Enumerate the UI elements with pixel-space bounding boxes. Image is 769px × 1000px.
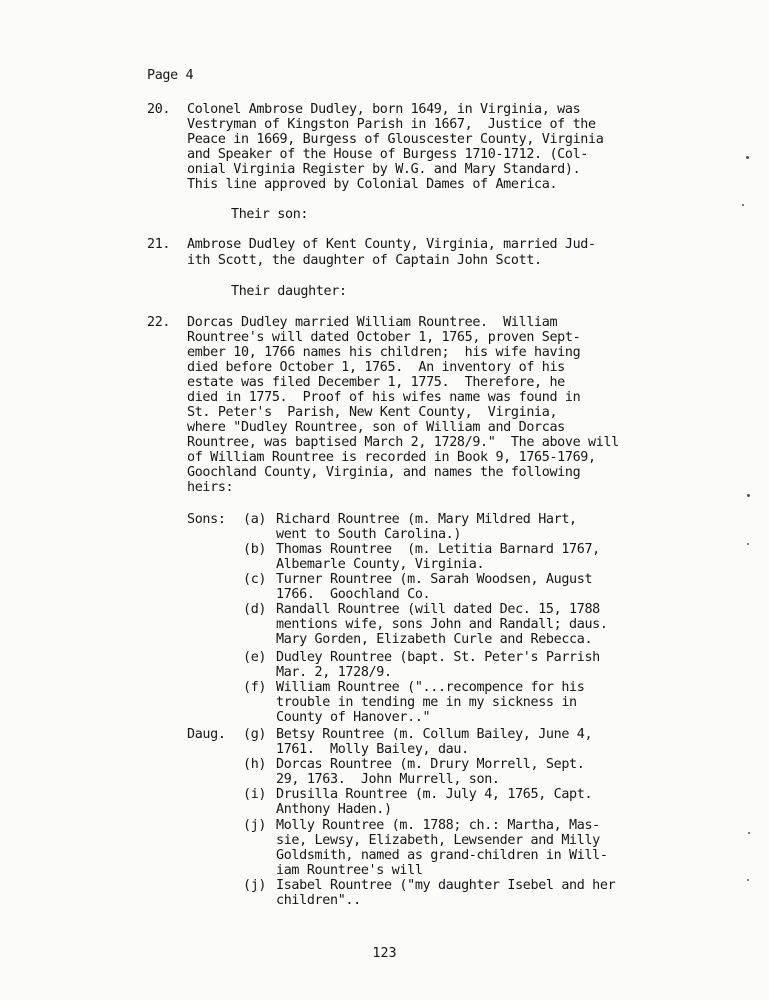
heir-letter: (f) [243,680,267,695]
heir-line: Anthony Haden.) [276,802,392,817]
heir-line: iam Rountree's will [276,863,423,878]
entry-20-line: This line approved by Colonial Dames of America. [187,177,558,192]
entry-number-22: 22. [147,315,171,330]
entry-20-line: and Speaker of the House of Burgess 1710-1712. (Col- [187,147,589,162]
heir-letter: (h) [243,757,267,772]
heir-letter: (g) [243,727,267,742]
heir-letter: (b) [243,542,267,557]
page-number: 123 [372,946,397,961]
entry-22-line: Rountree, was baptised March 2, 1728/9." The above will [187,435,619,450]
entry-20-line: onial Virginia Register by W.G. and Mary Standard). [187,162,581,177]
scan-speck [747,879,749,881]
heir-line: 1766. Goochland Co. [276,587,431,602]
heir-line: Mar. 2, 1728/9. [276,665,392,680]
scan-speck [746,156,749,159]
entry-22-line: Goochland County, Virginia, and names the following [187,465,581,480]
entry-22-line: heirs: [187,480,234,495]
entry-21-line: Ambrose Dudley of Kent County, Virginia, married Jud- [187,237,596,252]
heir-line: Dorcas Rountree (m. Drury Morrell, Sept. [276,757,585,772]
heir-line: Molly Rountree (m. 1788; ch.: Martha, Mas- [276,818,600,833]
heir-line: sie, Lewsy, Elizabeth, Lewsender and Milly [276,833,600,848]
scan-speck [747,543,749,545]
entry-number-20: 20. [147,102,171,117]
entry-22-line: died before October 1, 1765. An inventory of his [187,360,565,375]
sons-label: Sons: [187,512,226,527]
entry-22-line: of William Rountree is recorded in Book 9, 1765-1769, [187,450,596,465]
heir-letter: (j) [243,818,267,833]
entry-22-line: Rountree's will dated October 1, 1765, proven Sept- [187,330,581,345]
entry-20-line: Vestryman of Kingston Parish in 1667, Justice of the [187,117,596,132]
heir-line: Drusilla Rountree (m. July 4, 1765, Capt. [276,787,593,802]
heir-line: William Rountree ("...recompence for his [276,680,585,695]
entry-20-line: Peace in 1669, Burgess of Glouscester County, Virginia [187,132,604,147]
daug-label: Daug. [187,727,226,742]
heir-line: trouble in tending me in my sickness in [276,695,577,710]
heir-line: children".. [276,893,361,908]
heir-line: Thomas Rountree (m. Letitia Barnard 1767, [276,542,600,557]
their-son-label: Their son: [231,207,309,222]
scan-speck [742,204,744,206]
heir-line: Randall Rountree (will dated Dec. 15, 1788 [276,602,600,617]
heir-letter: (a) [243,512,267,527]
heir-letter: (e) [243,650,267,665]
heir-letter: (c) [243,572,267,587]
heir-line: Isabel Rountree ("my daughter Isebel and her [276,878,616,893]
heir-line: 29, 1763. John Murrell, son. [276,772,500,787]
heir-letter: (d) [243,602,267,617]
entry-22-line: St. Peter's Parish, New Kent County, Virginia, [187,405,558,420]
heir-letter: (j) [243,878,267,893]
heir-line: 1761. Molly Bailey, dau. [276,742,469,757]
entry-number-21: 21. [147,237,171,252]
entry-22-line: died in 1775. Proof of his wifes name was found in [187,390,581,405]
entry-22-line: ember 10, 1766 names his children; his wife having [187,345,581,360]
heir-line: Betsy Rountree (m. Collum Bailey, June 4, [276,727,593,742]
heir-line: Turner Rountree (m. Sarah Woodsen, August [276,572,593,587]
entry-21-line: ith Scott, the daughter of Captain John Scott. [187,253,542,268]
heir-line: Albemarle County, Virginia. [276,557,485,572]
page-label: Page 4 [147,68,194,83]
heir-line: Mary Gorden, Elizabeth Curle and Rebecca. [276,632,593,647]
heir-line: Dudley Rountree (bapt. St. Peter's Parrish [276,650,600,665]
entry-22-line: where "Dudley Rountree, son of William and Dorcas [187,420,565,435]
heir-line: Richard Rountree (m. Mary Mildred Hart, [276,512,577,527]
their-daughter-label: Their daughter: [231,284,347,299]
entry-20-line: Colonel Ambrose Dudley, born 1649, in Virginia, was [187,102,581,117]
heir-line: mentions wife, sons John and Randall; daus. [276,617,608,632]
heir-line: went to South Carolina.) [276,527,462,542]
heir-line: County of Hanover.." [276,710,431,725]
scan-speck [747,494,750,497]
scan-speck [748,832,750,834]
entry-22-line: Dorcas Dudley married William Rountree. William [187,315,558,330]
heir-line: Goldsmith, named as grand-children in Will- [276,848,608,863]
heir-letter: (i) [243,787,267,802]
entry-22-line: estate was filed December 1, 1775. Therefore, he [187,375,565,390]
